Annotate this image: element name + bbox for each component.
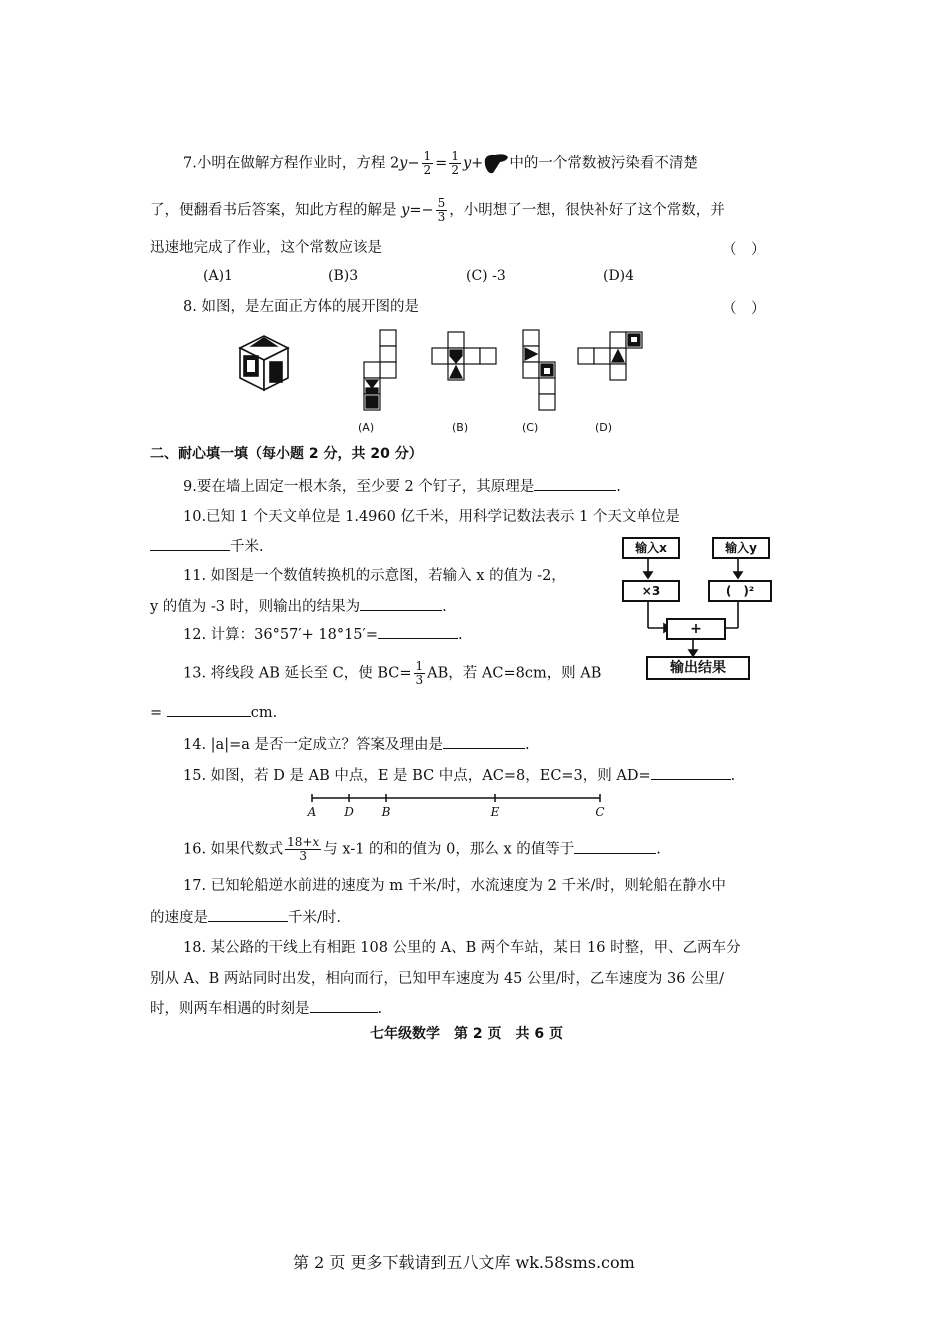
q7-option-a: (A)1 xyxy=(203,268,233,284)
q16: 16. 如果代数式 $\frac{18+x}{3}$ 与 x-1 的和的值为 0，那么 x 的值等于 . xyxy=(183,835,661,863)
q8-text: 8. 如图，是左面正方体的展开图的是 xyxy=(183,299,419,315)
q8-caption-c: (C) xyxy=(522,421,539,434)
q11-line2: y 的值为 -3 时，则输出的结果为 . xyxy=(150,596,447,617)
net-b xyxy=(432,332,496,380)
q9: 9.要在墙上固定一根木条，至少要 2 个钉子，其原理是 . xyxy=(183,476,621,497)
q13-line1: 13. 将线段 AB 延长至 C，使 BC= $\frac{1}{3}$ AB，若 AC=8cm，则 AB xyxy=(183,659,602,687)
q17-line2-a: 的速度是 xyxy=(150,910,208,926)
point-label-b: B xyxy=(381,805,391,819)
q16-b: 与 x-1 的和的值为 0，那么 x 的值等于 xyxy=(323,841,575,858)
flow-input-y: 输入y xyxy=(712,537,770,559)
q7-line2-a: 了，便翻看书后答案，知此方程的解是 xyxy=(150,202,397,219)
point-label-e: E xyxy=(490,805,500,819)
q14: 14. |a|=a 是否一定成立？答案及理由是 . xyxy=(183,734,530,755)
flow-plus: + xyxy=(666,618,726,640)
q11-line2-text: y 的值为 -3 时，则输出的结果为 xyxy=(150,599,361,615)
q9-text: 9.要在墙上固定一根木条，至少要 2 个钉子，其原理是 xyxy=(183,479,535,495)
flow-square: ( )² xyxy=(708,580,772,602)
q10-line1: 10.已知 1 个天文单位是 1.4960 亿千米，用科学记数法表示 1 个天文单位是 xyxy=(183,509,680,525)
net-c xyxy=(523,330,555,410)
flow-input-x: 输入x xyxy=(622,537,680,559)
net-a xyxy=(364,330,396,410)
net-d xyxy=(578,332,642,380)
q7-line3: 迅速地完成了作业，这个常数应该是 xyxy=(150,240,382,256)
q17-line2 xyxy=(150,907,341,928)
q13-unit: cm. xyxy=(250,705,278,721)
q7-line1-b: 中的一个常数被污染看不清楚 xyxy=(509,155,698,172)
q12-text: 12. 计算：36°57′+ 18°15′= xyxy=(183,627,378,643)
q10-line2 xyxy=(150,536,264,557)
q8-caption-a: (A) xyxy=(358,421,375,434)
q18-line2: 别从 A、B 两站同时出发，相向而行，已知甲车速度为 45 公里/时，乙车速度为 36 公里/ xyxy=(150,971,724,987)
q7-line1-a: 7.小明在做解方程作业时，方程 2 xyxy=(183,155,400,172)
q8-figures xyxy=(228,326,648,416)
q11-line1: 11. 如图是一个数值转换机的示意图，若输入 x 的值为 -2， xyxy=(183,568,566,584)
q7-option-c: (C) -3 xyxy=(466,268,506,284)
q7-answer-paren: （ ） xyxy=(722,242,766,258)
q14-text: 14. |a|=a 是否一定成立？答案及理由是 xyxy=(183,737,443,753)
q15: 15. 如图，若 D 是 AB 中点，E 是 BC 中点，AC=8，EC=3，则 AD= . xyxy=(183,765,735,786)
q17-line2-b: 千米/时. xyxy=(288,910,341,926)
cube-figure xyxy=(240,336,288,390)
q10-unit: 千米. xyxy=(230,539,264,555)
q8-answer-paren: （ ） xyxy=(722,301,766,317)
q18-line3: 时，则两车相遇的时刻是 . xyxy=(150,998,382,1019)
section2-title: 二、耐心填一填（每小题 2 分，共 20 分） xyxy=(150,446,423,462)
q7-line2: 了，便翻看书后答案，知此方程的解是 y=− $\frac{5}{3}$ ，小明想了一想，很快补好了这个常数，并 xyxy=(150,196,725,224)
q8-caption-d: (D) xyxy=(595,421,613,434)
q7-option-b: (B)3 xyxy=(328,268,359,284)
q18-line1: 18. 某公路的干线上有相距 108 公里的 A、B 两个车站，某日 16 时整，甲、乙两车分 xyxy=(183,940,741,956)
site-footer: 第 2 页 更多下载请到五八文库 wk.58sms.com xyxy=(293,1253,635,1272)
q17-line1: 17. 已知轮船逆水前进的速度为 m 千米/时，水流速度为 2 千米/时，则轮船在静水中 xyxy=(183,878,726,894)
segment-figure xyxy=(300,790,620,822)
q13-line1-b: AB，若 AC=8cm，则 AB xyxy=(427,665,602,682)
q18-line3-text: 时，则两车相遇的时刻是 xyxy=(150,1001,310,1017)
q8-caption-b: (B) xyxy=(452,421,469,434)
point-label-d: D xyxy=(344,805,354,819)
flow-times-3: ×3 xyxy=(622,580,680,602)
q7-line1: 7.小明在做解方程作业时，方程 2y− $\frac{1}{2}$ = $\frac{1}{2}$ y+ 中的一个常数被污染看不清楚 xyxy=(183,149,698,177)
q13-line2: = cm. xyxy=(150,702,277,723)
point-label-a: A xyxy=(307,805,317,819)
flow-output: 输出结果 xyxy=(646,656,750,680)
q16-a: 16. 如果代数式 xyxy=(183,841,284,858)
point-label-c: C xyxy=(595,805,605,819)
q12: 12. 计算：36°57′+ 18°15′= . xyxy=(183,624,463,645)
ink-blot-icon xyxy=(483,153,509,175)
q7-line2-b: ，小明想了一想，很快补好了这个常数，并 xyxy=(449,202,725,219)
q13-line1-a: 13. 将线段 AB 延长至 C，使 BC= xyxy=(183,665,412,682)
q7-option-d: (D)4 xyxy=(603,268,635,284)
page-footer: 七年级数学 第 2 页 共 6 页 xyxy=(370,1026,563,1042)
q15-text: 15. 如图，若 D 是 AB 中点，E 是 BC 中点，AC=8，EC=3，则 AD= xyxy=(183,768,651,784)
